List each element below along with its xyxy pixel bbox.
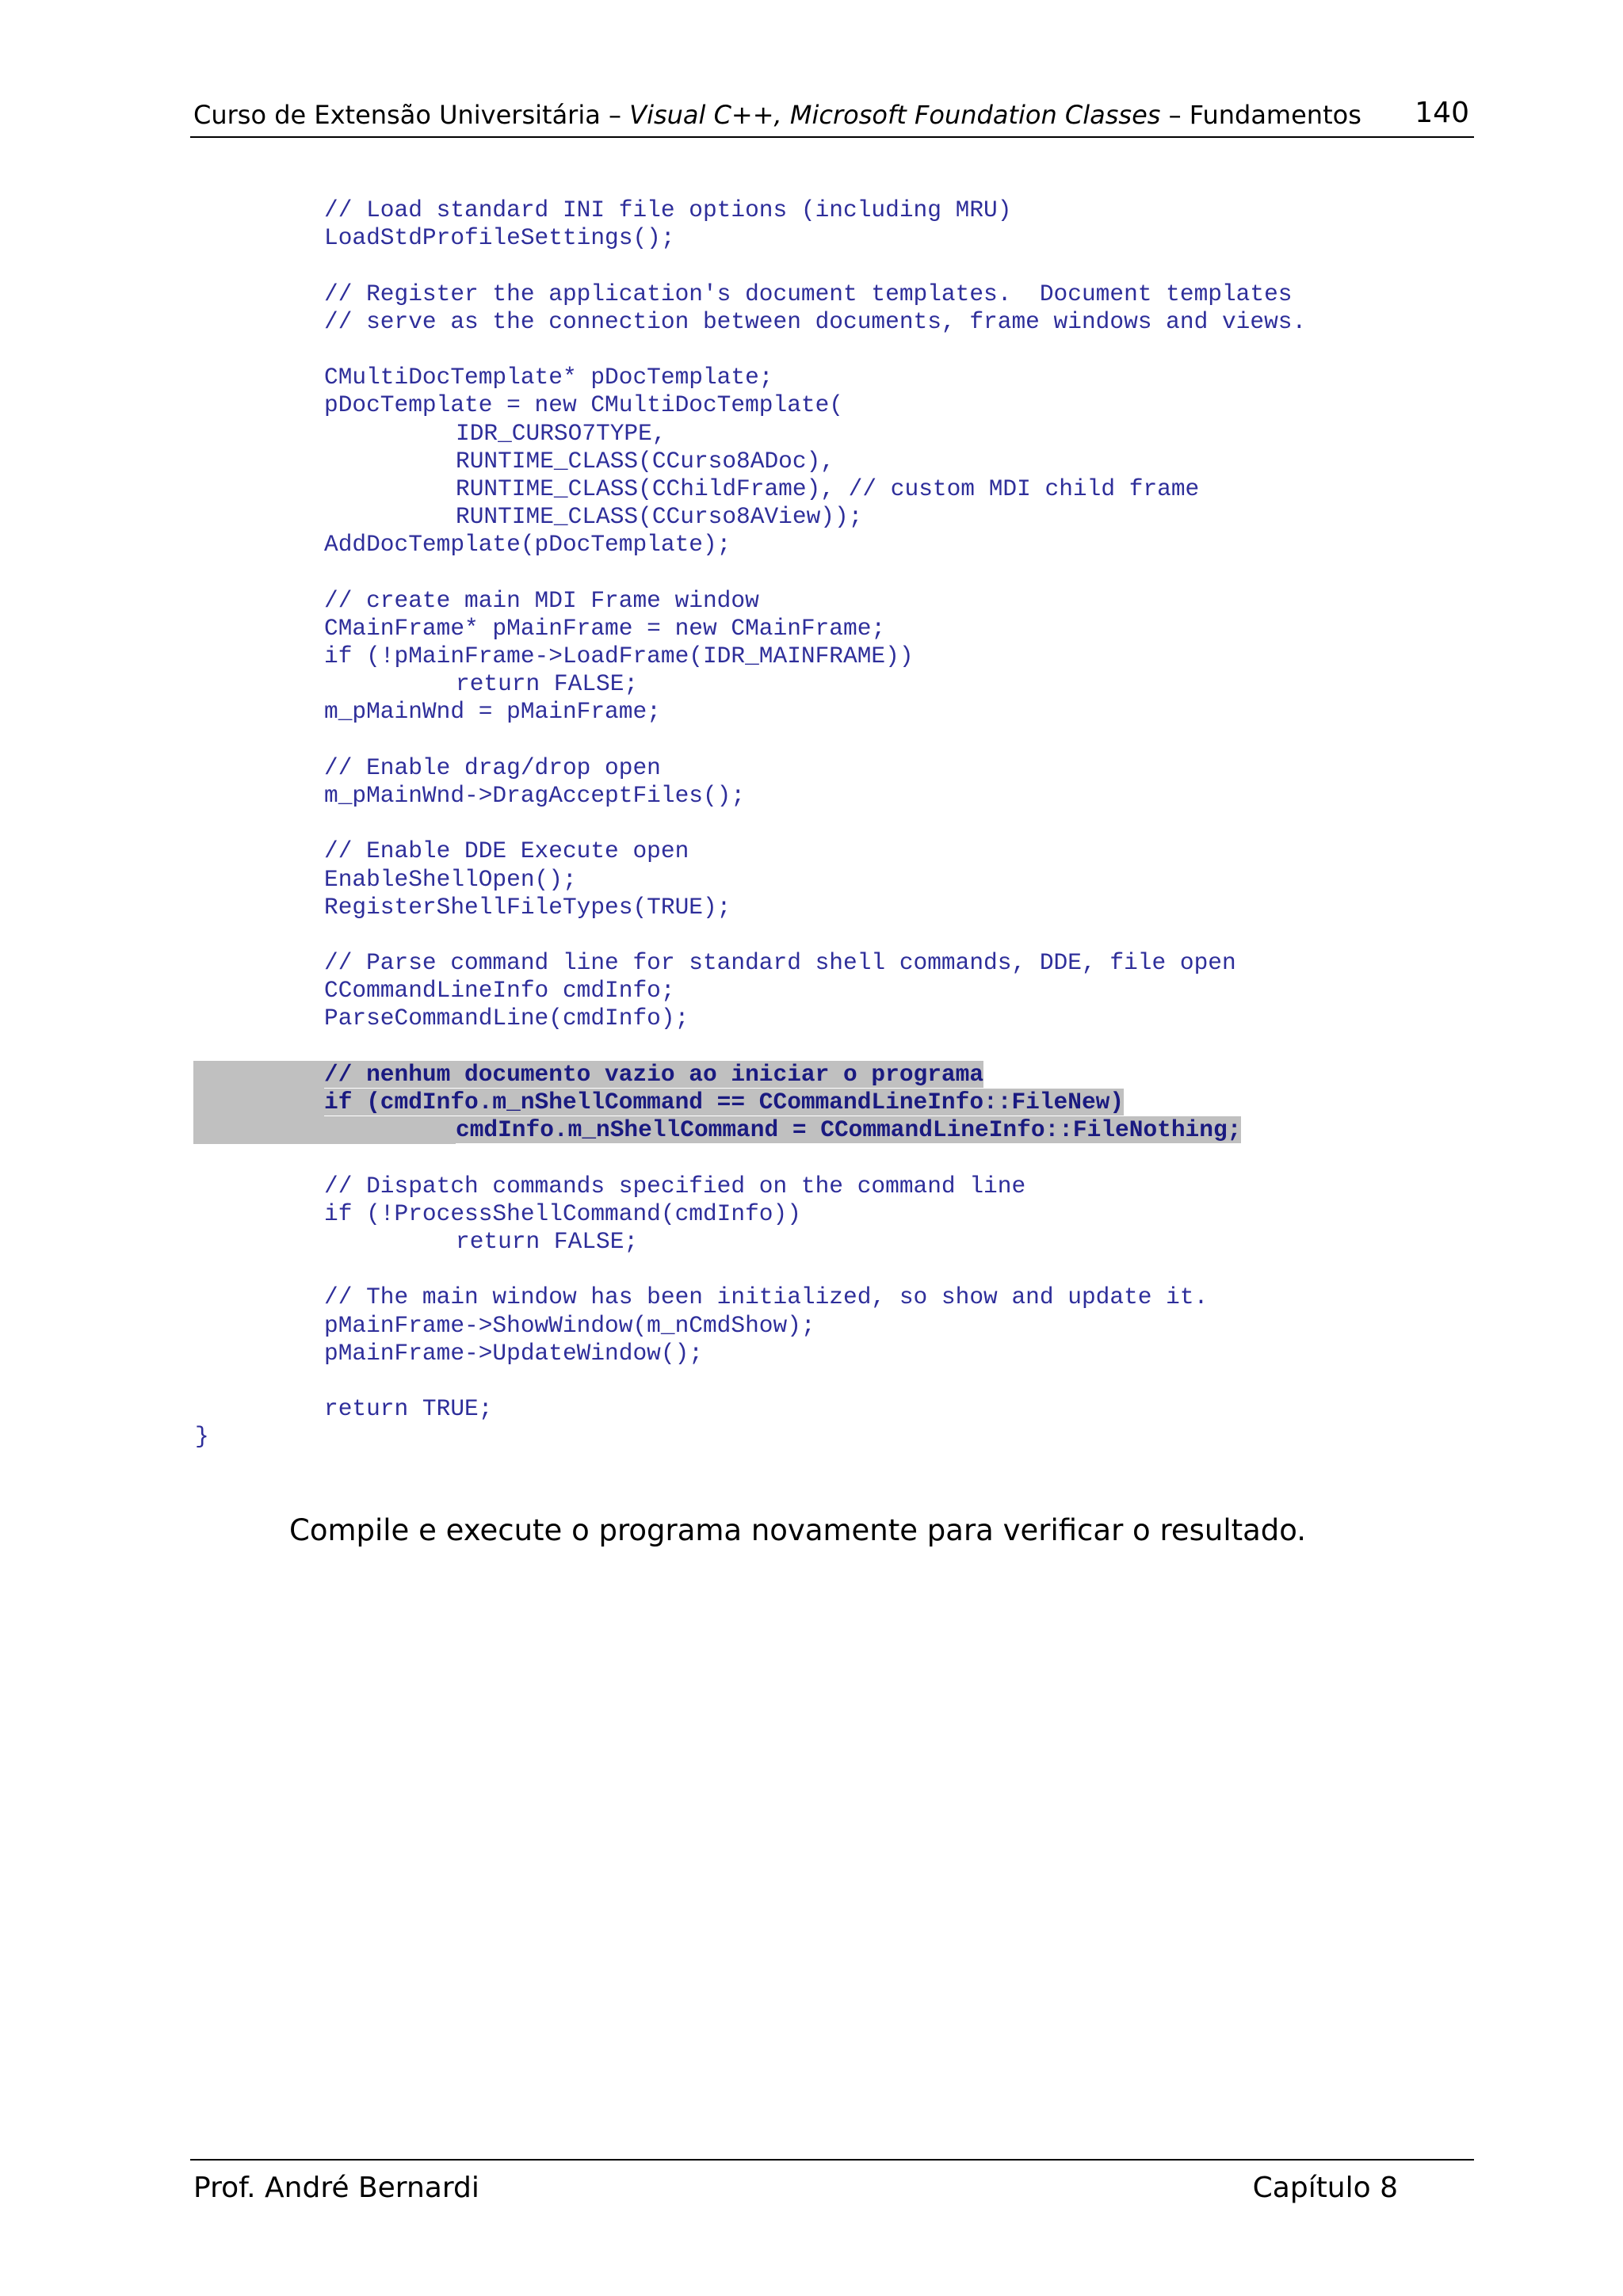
code-text: // Load standard INI file options (including MRU) [324,196,1012,223]
page-header [190,97,1474,138]
code-text: // Enable DDE Execute open [324,837,689,865]
code-text: cmdInfo.m_nShellCommand = CCommandLineInfo::FileNothing; [456,1116,1242,1144]
page-footer [190,2159,1474,2204]
code-text: m_pMainWnd = pMainFrame; [324,698,661,726]
code-text: ParseCommandLine(cmdInfo); [324,1005,689,1032]
header-title-italic: Visual C++, Microsoft Foundation Classes [629,100,1161,130]
page-number: 140 [1415,97,1469,129]
highlight-band [193,1116,456,1144]
code-line [0,196,1623,224]
code-text: if (!pMainFrame->LoadFrame(IDR_MAINFRAME)) [324,643,914,669]
code-line [0,1005,1623,1032]
code-text: return FALSE; [456,1227,639,1255]
code-text: pMainFrame->ShowWindow(m_nCmdShow); [324,1311,815,1339]
code-text: pDocTemplate = new CMultiDocTemplate( [324,391,844,419]
code-line [0,949,1623,977]
code-text: pMainFrame->UpdateWindow(); [324,1339,703,1367]
code-line [0,1228,1623,1256]
highlight-band [193,1089,324,1116]
code-text: CCommandLineInfo cmdInfo; [324,977,675,1005]
code-line [0,1423,1623,1451]
highlight-band [193,1061,324,1089]
code-line [0,1367,1623,1395]
code-line [0,894,1623,921]
code-text: // Register the application's document templates. Document templates [324,280,1293,307]
code-line [0,643,1623,670]
code-text: IDR_CURSO7TYPE, [456,419,666,447]
code-text: // The main window has been initialized, so show and update it. [324,1283,1209,1311]
code-line [0,866,1623,894]
code-line [0,921,1623,949]
code-text: return TRUE; [324,1395,493,1423]
code-text: // Enable drag/drop open [324,753,661,781]
code-text: RUNTIME_CLASS(CCurso8ADoc), [456,447,834,475]
code-text: // Parse command line for standard shell commands, DDE, file open [324,949,1236,977]
code-line [0,1256,1623,1283]
code-line [0,308,1623,336]
header-title [193,100,1361,130]
code-line [0,420,1623,448]
code-line [0,1200,1623,1228]
footer-chapter: Capítulo 8 [1252,2172,1398,2204]
code-text: if (!ProcessShellCommand(cmdInfo)) [324,1199,801,1227]
code-line [0,754,1623,782]
code-line [0,448,1623,475]
code-line [0,252,1623,280]
code-line [0,503,1623,531]
code-text: m_pMainWnd->DragAcceptFiles(); [324,781,746,809]
code-text: CMultiDocTemplate* pDocTemplate; [324,364,773,391]
code-line [0,1283,1623,1311]
code-text: RegisterShellFileTypes(TRUE); [324,893,731,921]
code-line [0,280,1623,308]
code-line [0,1395,1623,1423]
code-text: LoadStdProfileSettings(); [324,224,675,252]
code-line [0,336,1623,364]
body-paragraph: Compile e execute o programa novamente para verificar o resultado. [289,1513,1307,1547]
code-text: // create main MDI Frame window [324,586,759,614]
code-text: if (cmdInfo.m_nShellCommand == CCommandLineInfo::FileNew) [324,1089,1125,1116]
code-line [0,531,1623,559]
code-line [0,224,1623,252]
code-text: EnableShellOpen(); [324,865,577,893]
code-line-highlighted [0,1116,1623,1144]
code-line [0,615,1623,643]
code-listing [0,196,1623,1451]
code-line-highlighted [0,1089,1623,1116]
code-line [0,698,1623,726]
code-line [0,475,1623,503]
code-line [0,1173,1623,1200]
code-text: RUNTIME_CLASS(CCurso8AView)); [456,503,863,531]
code-line [0,1144,1623,1172]
code-line [0,670,1623,698]
code-text: return FALSE; [456,670,639,698]
header-title-suffix: – Fundamentos [1160,100,1361,130]
code-text: AddDocTemplate(pDocTemplate); [324,531,731,559]
code-line [0,837,1623,865]
code-line [0,391,1623,419]
code-line [0,977,1623,1005]
header-title-prefix: Curso de Extensão Universitária – [193,100,630,130]
code-line [0,727,1623,754]
footer-author: Prof. André Bernardi [193,2172,479,2204]
code-line-highlighted [0,1061,1623,1089]
code-line [0,782,1623,810]
code-line [0,1033,1623,1061]
code-text: // serve as the connection between documents, frame windows and views. [324,307,1307,335]
code-line [0,1312,1623,1340]
code-line [0,364,1623,391]
code-text: } [195,1423,209,1451]
code-text: CMainFrame* pMainFrame = new CMainFrame; [324,614,886,642]
code-line [0,810,1623,837]
code-text: // nenhum documento vazio ao iniciar o programa [324,1060,984,1088]
code-line [0,559,1623,586]
code-line [0,1340,1623,1367]
code-text: RUNTIME_CLASS(CChildFrame), // custom MDI child frame [456,475,1200,502]
code-text: // Dispatch commands specified on the command line [324,1172,1026,1199]
code-line [0,587,1623,615]
